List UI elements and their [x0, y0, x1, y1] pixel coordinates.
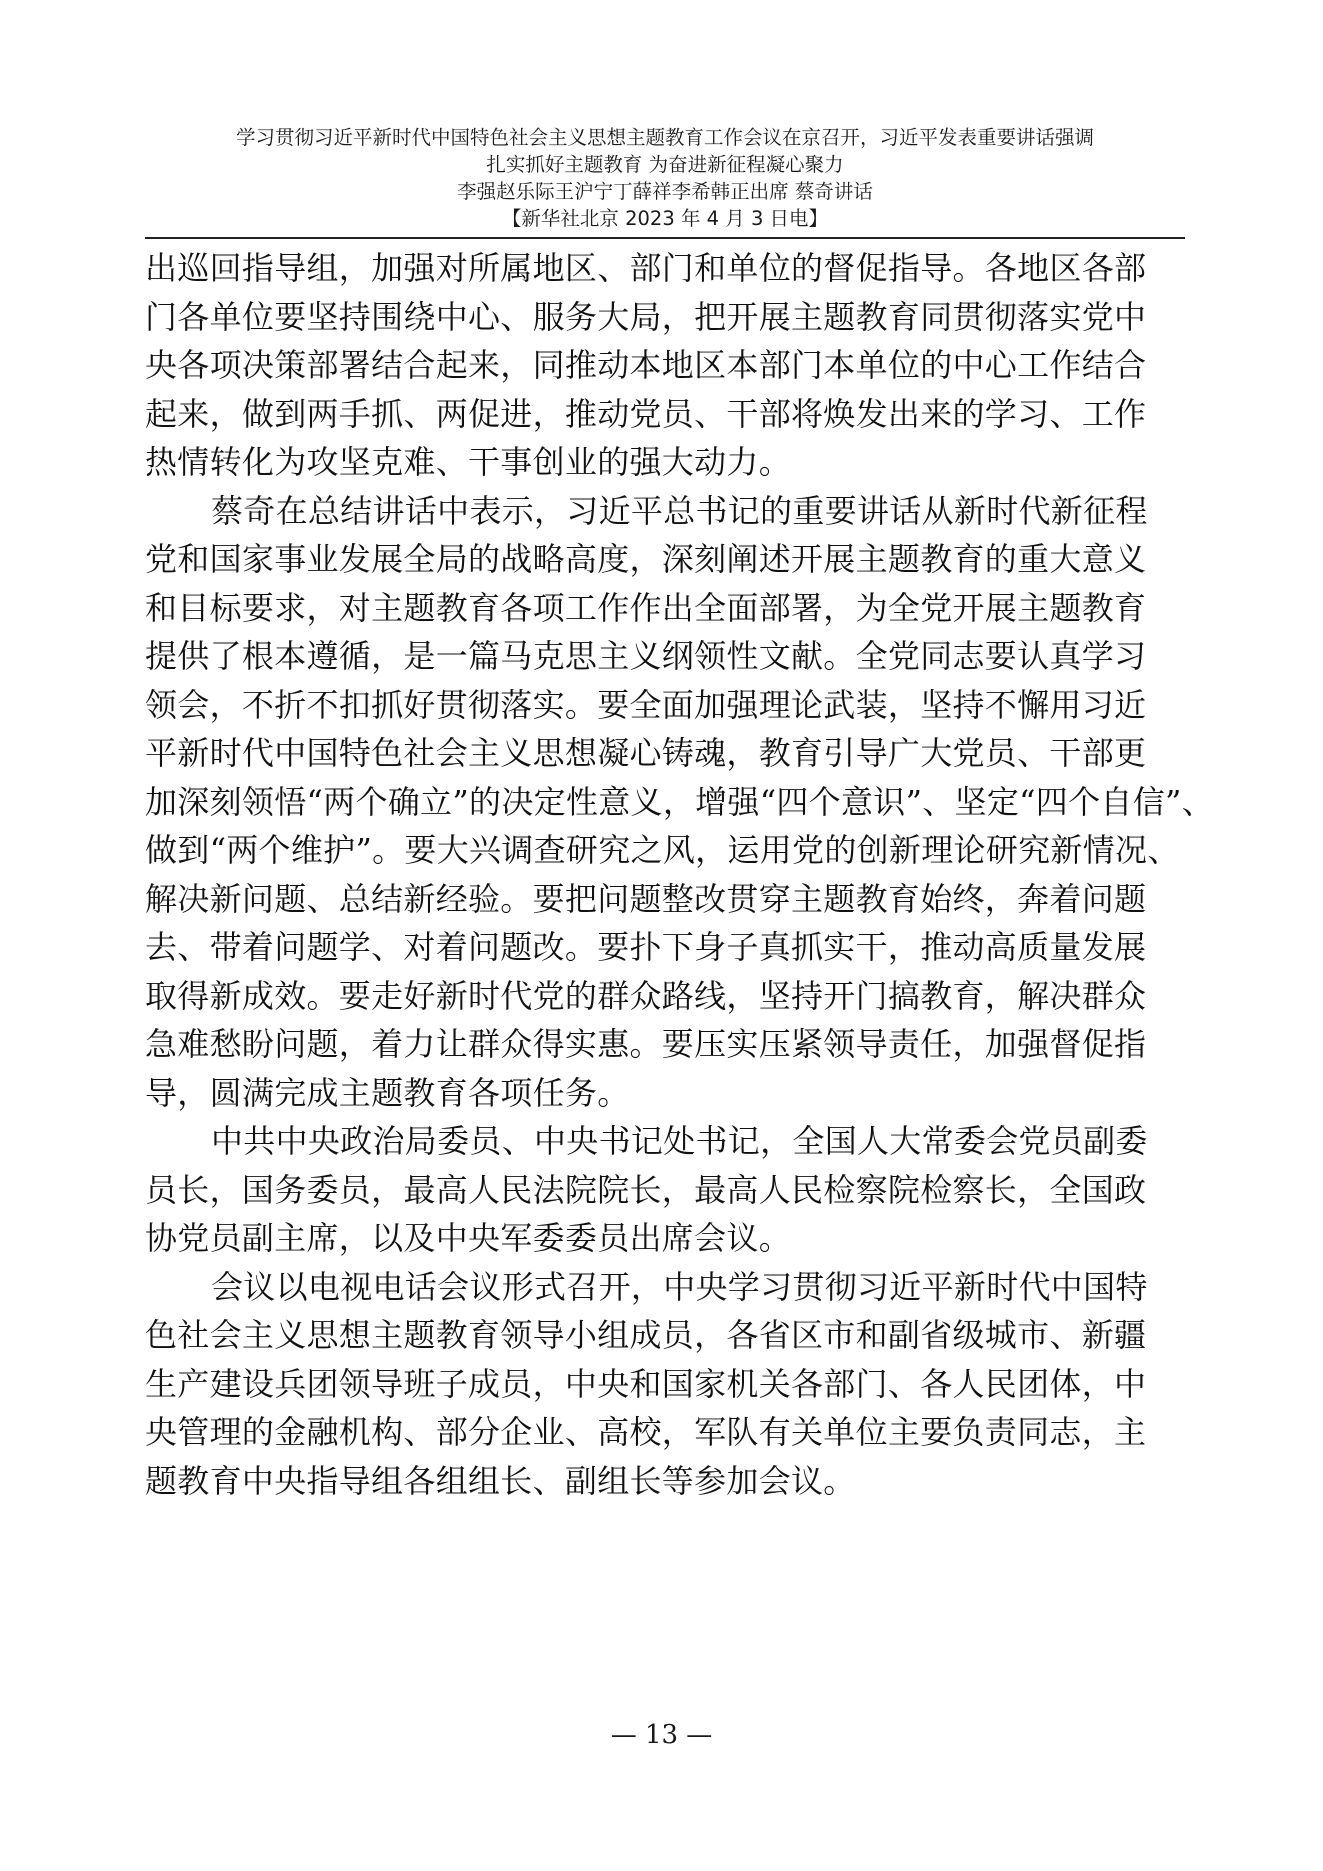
body-line: 门各单位要坚持围绕中心、服务大局，把开展主题教育同贯彻落实党中 — [145, 297, 1147, 336]
body-line: 取得新成效。要走好新时代党的群众路线，坚持开门搞教育，解决群众 — [145, 976, 1147, 1015]
body-line: 起来，做到两手抓、两促进，推动党员、干部将焕发出来的学习、工作 — [145, 394, 1147, 433]
header-dateline: 【新华社北京 2023 年 4 月 3 日电】 — [501, 207, 829, 230]
body-line: 出巡回指导组，加强对所属地区、部门和单位的督促指导。各地区各部 — [145, 249, 1147, 287]
body-line: 热情转化为攻坚克难、干事创业的强大动力。 — [145, 443, 792, 481]
body-line: 协党员副主席，以及中央军委委员出席会议。 — [145, 1219, 792, 1257]
header-divider — [145, 237, 1185, 239]
body-line: 急难愁盼问题，着力让群众得实惠。要压实压紧领导责任，加强督促指 — [145, 1025, 1147, 1063]
paragraph-start-line: 会议以电视电话会议形式召开，中央学习贯彻习近平新时代中国特 — [211, 1267, 1148, 1306]
body-line: 党和国家事业发展全局的战略高度，深刻阐述开展主题教育的重大意义 — [145, 540, 1147, 578]
body-line: 做到“两个维护”。要大兴调查研究之风，运用党的创新理论研究新情况、 — [145, 831, 1180, 869]
document-header — [145, 124, 1185, 232]
header-title: 扎实抓好主题教育 为奋进新征程凝心聚力 — [486, 153, 844, 176]
body-line: 解决新问题、总结新经验。要把问题整改贯穿主题教育始终，奔着问题 — [145, 879, 1147, 918]
body-line: 去、带着问题学、对着问题改。要扑下身子真抓实干，推动高质量发展 — [145, 928, 1147, 966]
body-line: 员长，国务委员，最高人民法院院长，最高人民检察院检察长，全国政 — [145, 1170, 1147, 1209]
paragraph-start-line: 蔡奇在总结讲话中表示，习近平总书记的重要讲话从新时代新征程 — [211, 491, 1148, 530]
body-line: 平新时代中国特色社会主义思想凝心铸魂，教育引导广大党员、干部更 — [145, 734, 1147, 772]
body-line: 提供了根本遵循，是一篇马克思主义纲领性文献。全党同志要认真学习 — [145, 637, 1147, 675]
body-line: 加深刻领悟“两个确立”的决定性意义，增强“四个意识”、坚定“四个自信”、 — [145, 782, 1214, 821]
page-number: — 13 — — [610, 1720, 713, 1750]
header-subtitle: 李强赵乐际王沪宁丁薛祥李希韩正出席 蔡奇讲话 — [457, 180, 873, 203]
body-line: 生产建设兵团领导班子成员，中央和国家机关各部门、各人民团体，中 — [145, 1364, 1147, 1403]
paragraph-start-line: 中共中央政治局委员、中央书记处书记，全国人大常委会党员副委 — [211, 1122, 1148, 1160]
body-line: 题教育中央指导组各组组长、副组长等参加会议。 — [145, 1461, 856, 1500]
body-line: 和目标要求，对主题教育各项工作作出全面部署，为全党开展主题教育 — [145, 588, 1147, 627]
body-line: 领会，不折不扣抓好贯彻落实。要全面加强理论武装，坚持不懈用习近 — [145, 685, 1147, 724]
body-line: 色社会主义思想主题教育领导小组成员，各省区市和副省级城市、新疆 — [145, 1316, 1147, 1354]
article-body — [145, 244, 1214, 1505]
body-line: 央各项决策部署结合起来，同推动本地区本部门本单位的中心工作结合 — [145, 346, 1147, 384]
body-line: 央管理的金融机构、部分企业、高校，军队有关单位主要负责同志，主 — [145, 1413, 1147, 1451]
body-line: 导，圆满完成主题教育各项任务。 — [145, 1073, 630, 1112]
header-headline: 学习贯彻习近平新时代中国特色社会主义思想主题教育工作会议在京召开，习近平发表重要讲话强调 — [235, 126, 1094, 149]
